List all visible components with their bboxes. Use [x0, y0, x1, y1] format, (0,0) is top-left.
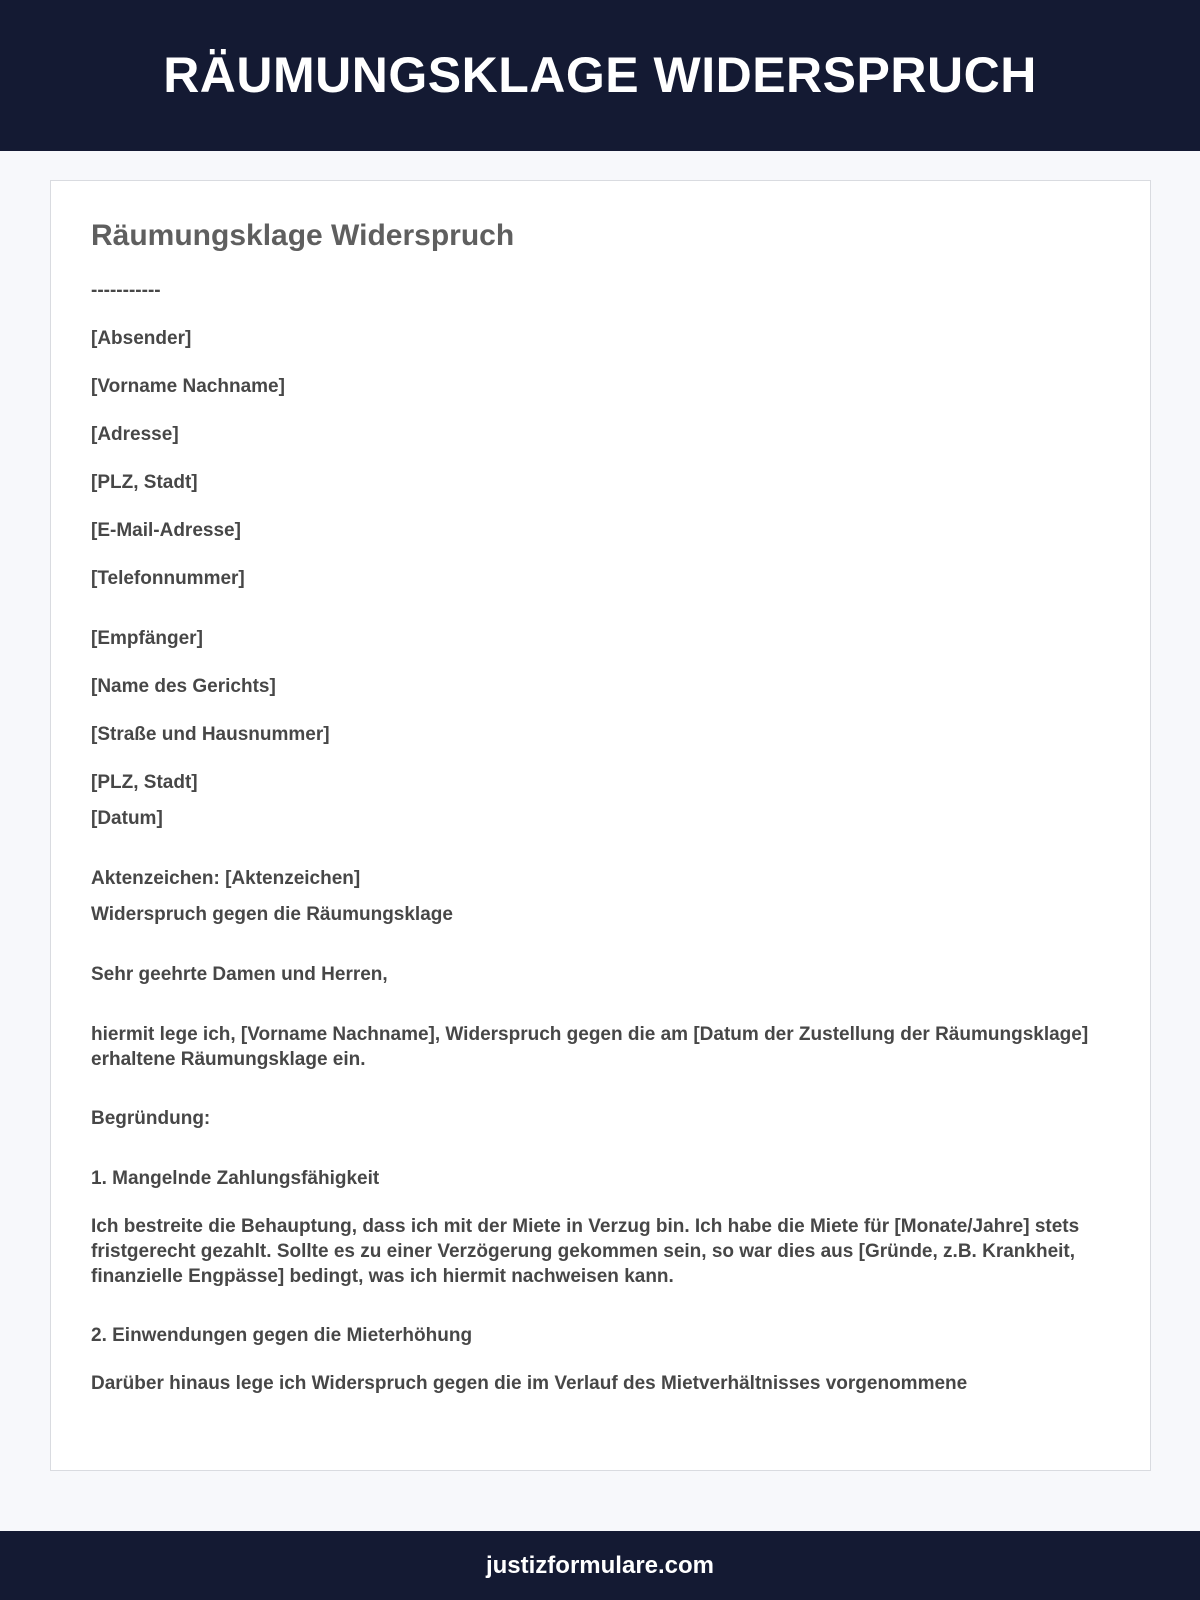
- reasons-heading: Begründung:: [91, 1108, 211, 1129]
- case-number: Aktenzeichen: [Aktenzeichen]: [91, 868, 361, 889]
- letter-date: [Datum]: [91, 808, 163, 829]
- sender-address: [Adresse]: [91, 424, 179, 445]
- sender-email: [E-Mail-Adresse]: [91, 520, 241, 541]
- section2-heading: 2. Einwendungen gegen die Mieterhöhung: [91, 1325, 473, 1346]
- sender-name: [Vorname Nachname]: [91, 376, 285, 397]
- intro-paragraph: hiermit lege ich, [Vorname Nachname], Widerspruch gegen die am [Datum der Zustellung der Räumungsklage] erhaltene Räumungsklage ein.: [91, 1024, 1089, 1070]
- letter-subject: Widerspruch gegen die Räumungsklage: [91, 904, 453, 925]
- document-title: Räumungsklage Widerspruch: [91, 219, 515, 252]
- section1-heading: 1. Mangelnde Zahlungsfähigkeit: [91, 1168, 380, 1189]
- sender-phone: [Telefonnummer]: [91, 568, 245, 589]
- document-card: [50, 180, 1151, 1471]
- recipient-label: [Empfänger]: [91, 628, 203, 649]
- recipient-city: [PLZ, Stadt]: [91, 772, 198, 793]
- separator-line: -----------: [91, 280, 161, 301]
- banner-title: RÄUMUNGSKLAGE WIDERSPRUCH: [163, 46, 1037, 103]
- footer-bar: [0, 1531, 1200, 1600]
- section1-paragraph: Ich bestreite die Behauptung, dass ich mit der Miete in Verzug bin. Ich habe die Miete für [Monate/Jahre] stets fristgerecht gezahlt. Sollte es zu einer Verzögerung gekommen sein, so war dies aus [Gründe, z.B. Krankheit, finanzielle Engpässe] bedingt, was ich hiermit nachweisen kann.: [91, 1216, 1080, 1287]
- sender-city: [PLZ, Stadt]: [91, 472, 198, 493]
- section2-paragraph: Darüber hinaus lege ich Widerspruch gegen die im Verlauf des Mietverhältnisses vorgenommene: [91, 1373, 968, 1394]
- footer-site-name: justizformulare.com: [485, 1551, 715, 1579]
- recipient-court: [Name des Gerichts]: [91, 676, 276, 697]
- sender-label: [Absender]: [91, 328, 192, 349]
- salutation: Sehr geehrte Damen und Herren,: [91, 964, 388, 985]
- recipient-street: [Straße und Hausnummer]: [91, 724, 330, 745]
- top-banner: [0, 0, 1200, 151]
